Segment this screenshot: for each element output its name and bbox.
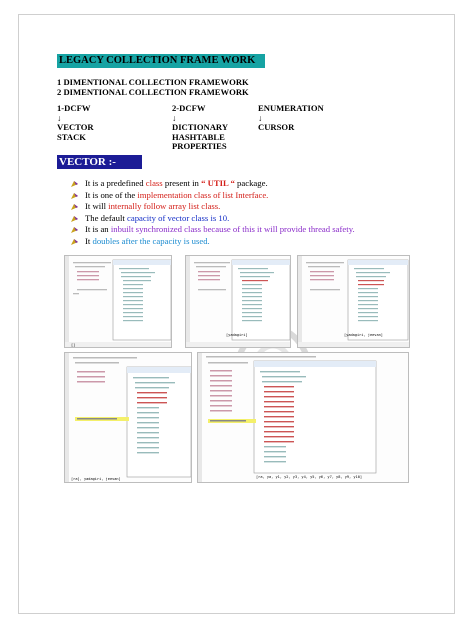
bullet-item: It will internally follow array list class.: [70, 201, 450, 213]
framework-line-1: 1 DIMENTIONAL COLLECTION FRAMEWORK: [57, 77, 249, 87]
column-item: VECTOR: [57, 122, 94, 133]
column-item: DICTIONARY: [172, 122, 229, 133]
down-arrow-icon: ↓: [258, 112, 263, 123]
code-screenshot-5: [197, 352, 409, 483]
column-item: HASHTABLE: [172, 131, 225, 142]
column-item: PROPERTIES: [172, 141, 227, 152]
vector-heading: VECTOR :-: [57, 155, 142, 169]
pin-bullet-icon: [70, 238, 79, 246]
code-screenshot-3: [297, 255, 410, 348]
console-output: [ra], yadagiri, jeevan]: [71, 477, 121, 481]
code-screenshot-2: [185, 255, 291, 348]
console-output: [yadagiri, jeevan]: [344, 333, 383, 337]
page-title: LEGACY COLLECTION FRAME WORK: [57, 54, 265, 68]
pin-bullet-icon: [70, 226, 79, 234]
column-head: 1-DCFW: [57, 103, 91, 113]
column-enumeration: [258, 104, 324, 133]
console-output: [ra, ya, y1, y2, y3, y4, y5, y6, y7, y8, y9, y10]: [256, 475, 363, 479]
pin-bullet-icon: [70, 203, 79, 211]
bullet-list: [70, 178, 450, 248]
console-output: []: [71, 343, 76, 347]
column-item: STACK: [57, 131, 86, 142]
pin-bullet-icon: [70, 180, 79, 188]
code-screenshot-1: [64, 255, 172, 348]
console-output: [yadagiri]: [226, 333, 248, 337]
pin-bullet-icon: [70, 215, 79, 223]
down-arrow-icon: ↓: [172, 112, 177, 123]
down-arrow-icon: ↓: [57, 112, 62, 123]
bullet-item: It is one of the implementation class of list Interface.: [70, 190, 450, 202]
pin-bullet-icon: [70, 192, 79, 200]
column-item: CURSOR: [258, 122, 295, 133]
framework-line-2: 2 DIMENTIONAL COLLECTION FRAMEWORK: [57, 87, 249, 97]
code-screenshot-4: [64, 352, 192, 483]
column-head: ENUMERATION: [258, 103, 324, 113]
bullet-item: It doubles after the capacity is used.: [70, 236, 450, 248]
bullet-item: The default capacity of vector class is 10.: [70, 213, 450, 225]
bullet-item: It is an inbuilt synchronized class because of this it will provide thread safety.: [70, 224, 450, 236]
bullet-item: It is a predefined class present in “ UTIL “ package.: [70, 178, 450, 190]
column-head: 2-DCFW: [172, 103, 206, 113]
column-1dcfw: [57, 104, 94, 142]
column-2dcfw: [172, 104, 228, 152]
